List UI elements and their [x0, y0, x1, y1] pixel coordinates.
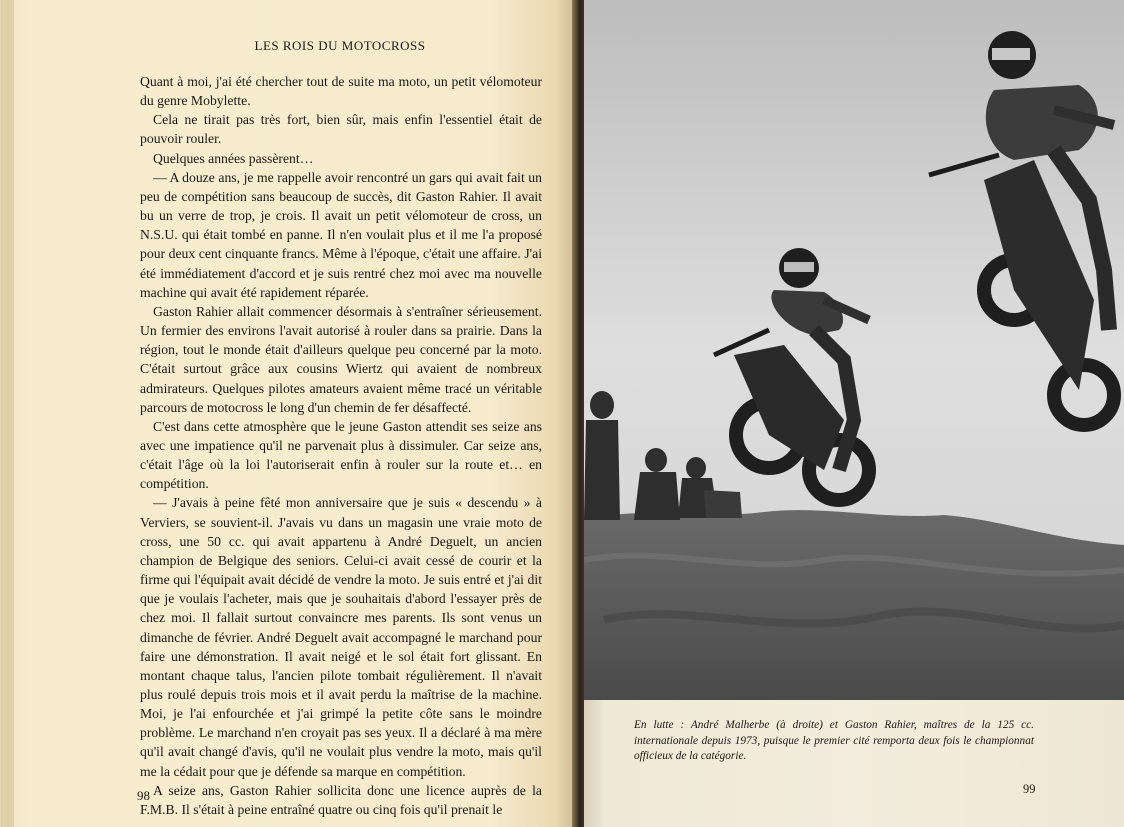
page-number-left: 98 [137, 788, 150, 803]
page-number-right: 99 [1023, 782, 1036, 796]
paragraph: A seize ans, Gaston Rahier sollicita donc une licence auprès de la F.M.B. Il s'était à peine entraîné quatre ou cinq fois qu'il prenait le [140, 782, 542, 817]
paragraph: Gaston Rahier allait commencer désormais à s'entraîner sérieusement. Un fermier des environs l'avait autorisé à rouler dans sa prairie. Dans la région, tout le monde était d'ailleurs quelque peu concerné par la moto. C'était surtout grâce aux cousins Wiertz qui avaient de nombreux admirateurs. Quelques pilotes amateurs avaient même tracé un véritable parcours de motocross le long d'un chemin de fer désaffecté. [140, 303, 542, 415]
page-edges [0, 0, 14, 827]
paragraph: — A douze ans, je me rappelle avoir rencontré un gars qui avait fait un peu de compétition sans beaucoup de succès, dit Gaston Rahier. Il avait bu un verre de trop, je crois. Il avait un petit vélomoteur de cross, un N.S.U. qui était tombé en panne. Il n'en voulait plus et il me l'a proposé pour deux cent cinquante francs. Même à l'époque, c'était une affaire. J'ai été immédiatement d'accord et je suis rentré chez moi avec ma nouvelle machine qui avait été rapidement réparée. [140, 169, 542, 300]
photo-illustration [584, 0, 1124, 700]
paragraph: Quelques années passèrent… [153, 150, 314, 166]
body-text [140, 72, 542, 819]
motocross-riders-jumping-photo [584, 0, 1124, 700]
photo-caption: En lutte : André Malherbe (à droite) et Gaston Rahier, maîtres de la 125 cc. internationale depuis 1973, puisque le premier cité remporta deux fois le championnat officieux de la catégorie. [634, 719, 1034, 763]
running-head: LES ROIS DU MOTOCROSS [254, 38, 426, 53]
paragraph: Quant à moi, j'ai été chercher tout de suite ma moto, un petit vélomoteur du genre Mobylette. [140, 74, 542, 109]
paragraph: — J'avais à peine fêté mon anniversaire que je suis « descendu » à Verviers, se souvient-il. J'avais vu dans un magasin une vraie moto de cross, une 50 cc. qui avait appartenu à André Deguelt, un ancien champion de Belgique des seniors. Celui-ci avait cessé de courir et la firme qui l'équipait avait décidé de vendre la moto. Je suis entré et j'ai dit que je voulais l'acheter, mais que je souhaitais d'abord l'essayer près de chez moi. Il fallait surtout convaincre mes parents. Ils sont venus un dimanche de février. André Deguelt avait accompagné le marchand pour faire une démonstration. Il avait neigé et le sol était fort glissant. En montant chaque talus, l'ancien pilote tombait régulièrement. Il n'avait plus roulé depuis trois mois et il avait perdu la maîtrise de la machine. Moi, je l'ai enfourchée et j'ai grimpé la petite côte sans le moindre problème. Le marchand n'en croyait pas ses yeux. Il a déclaré à ma mère qu'il avait changé d'avis, qu'il ne voulait plus vendre la moto, mais qu'il me la cédait pour que je défende sa marque en compétition. [140, 495, 542, 779]
paragraph: Cela ne tirait pas très fort, bien sûr, mais enfin l'essentiel était de pouvoir rouler. [140, 112, 542, 147]
paragraph: C'est dans cette atmosphère que le jeune Gaston attendit ses seize ans avec une impatience qu'il ne parvenait plus à dissimuler. Car seize ans, c'était l'âge où la loi l'autoriserait enfin à rouler sur la route et… en compétition. [140, 418, 542, 492]
